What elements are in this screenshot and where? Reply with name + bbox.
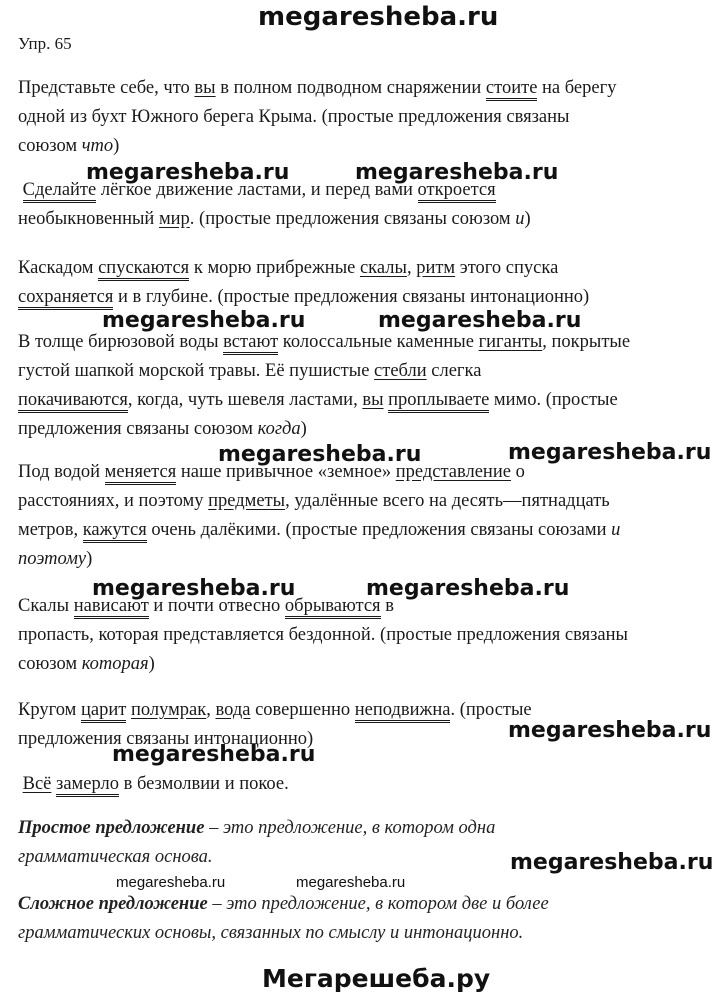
subject: стебли <box>374 361 427 381</box>
predicate: проплываете <box>388 390 489 413</box>
watermark: megaresheba.ru <box>508 440 712 465</box>
watermark: megaresheba.ru <box>366 576 570 601</box>
predicate: кажутся <box>83 520 147 543</box>
predicate: стоите <box>486 78 538 101</box>
subject: представление <box>395 462 511 482</box>
definition-complex-sentence: Сложное предложение – это предложение, в котором две и более грамматических основы, связанных по смыслу и интонационно. <box>18 894 549 943</box>
subject: мир <box>158 209 190 229</box>
sentence-8: Всё замерло в безмолвии и покое. <box>18 770 698 799</box>
predicate: царит <box>81 700 126 723</box>
watermark: megaresheba.ru <box>355 160 559 185</box>
subject: гиганты <box>478 332 543 352</box>
predicate: покачиваются <box>18 390 128 413</box>
predicate: встают <box>223 332 278 355</box>
sentence-7: Кругом царит полумрак, вода совершенно неподвижна. (простые предложения связаны интонационно) <box>18 700 532 749</box>
footer-watermark: Мегарешеба.ру <box>262 964 491 993</box>
predicate: сохраняется <box>18 287 113 310</box>
subject: вы <box>194 78 216 98</box>
watermark: megaresheba.ru <box>218 442 422 467</box>
subject: Всё <box>22 774 52 794</box>
subject: вы <box>362 390 384 410</box>
watermark: megaresheba.ru <box>510 850 714 875</box>
watermark: megaresheba.ru <box>92 576 296 601</box>
watermark: megaresheba.ru <box>296 874 406 891</box>
watermark: megaresheba.ru <box>102 308 306 333</box>
sentence-3: Каскадом спускаются к морю прибрежные скалы, ритм этого спуска сохраняется и в глубине. (простые предложения связаны интонационно) <box>18 254 698 312</box>
sentence-6: Скалы нависают и почти отвесно обрываются в пропасть, которая представляется бездонной. (простые предложения связаны союзом которая) <box>18 596 628 674</box>
predicate: замерло <box>56 774 119 797</box>
sentence-1: Представьте себе, что вы в полном подводном снаряжении стоите на берегу одной из бухт Южного берега Крыма. (простые предложения связаны союзом что) <box>18 78 617 156</box>
predicate: Сделайте <box>23 180 97 203</box>
watermark: megaresheba.ru <box>116 874 226 891</box>
predicate: обрываются <box>285 596 381 619</box>
subject: скалы <box>359 258 407 278</box>
watermark: megaresheba.ru <box>378 308 582 333</box>
subject: полумрак <box>130 700 207 720</box>
predicate: меняется <box>105 462 177 485</box>
watermark: megaresheba.ru <box>508 718 712 743</box>
watermark: megaresheba.ru <box>86 160 290 185</box>
subject: вода <box>215 700 251 720</box>
predicate: спускаются <box>98 258 189 281</box>
predicate: неподвижна <box>355 700 451 723</box>
exercise-label: Упр. 65 <box>18 34 72 53</box>
predicate: откроется <box>418 180 496 203</box>
subject: предметы <box>208 491 286 511</box>
predicate: нависают <box>74 596 149 619</box>
sentence-4: В толще бирюзовой воды встают колоссальные каменные гиганты, покрытые густой шапкой морской травы. Её пушистые стебли слегка покачиваются, когда, чуть шевеля ластами, вы проплываете мимо. (простые предложения связаны союзом когда) <box>18 332 631 439</box>
definition-simple-sentence: Простое предложение – это предложение, в котором одна грамматическая основа. <box>18 818 496 867</box>
header-watermark: megaresheba.ru <box>258 2 499 32</box>
watermark: megaresheba.ru <box>112 742 316 767</box>
sentence-5: Под водой меняется наше привычное «земное» представление о расстояниях, и поэтому предметы, удалённые всего на десять—пятнадцать метров, кажутся очень далёкими. (простые предложения связаны союзами и поэтому) <box>18 462 621 569</box>
sentence-2: Сделайте лёгкое движение ластами, и перед вами откроется необыкновенный мир. (простые предложения связаны союзом и) <box>18 180 531 229</box>
subject: ритм <box>416 258 456 278</box>
